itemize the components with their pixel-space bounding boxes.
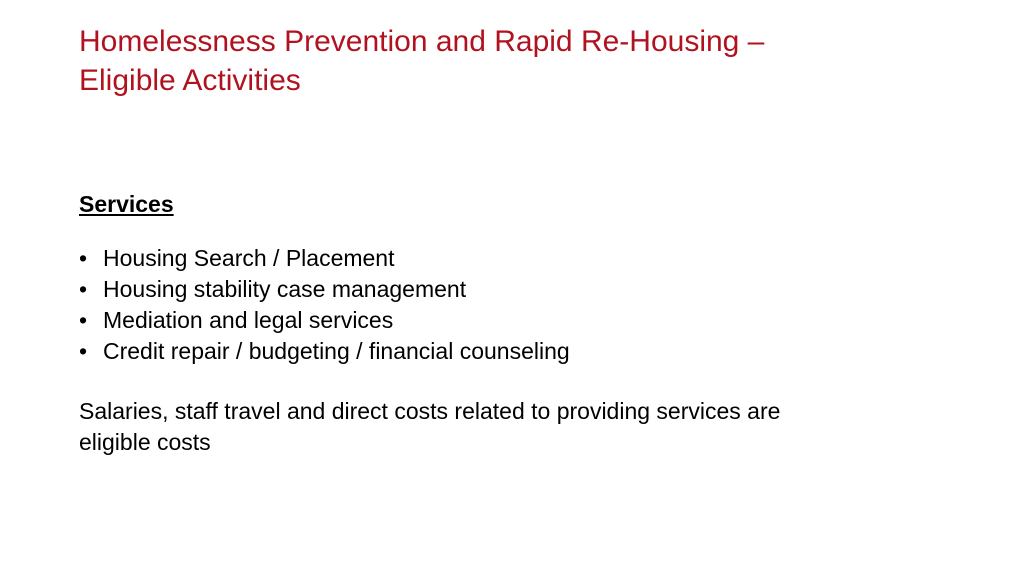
slide-title-line-2: Eligible Activities: [79, 64, 301, 97]
section-heading-services: Services: [79, 191, 174, 217]
bullet-text: Credit repair / budgeting / financial counseling: [103, 338, 570, 364]
bullet-dot: •: [79, 276, 88, 302]
bullet-text: Mediation and legal services: [103, 307, 394, 333]
bullet-dot: •: [79, 307, 88, 333]
bullet-item-mediation-legal: [79, 305, 570, 336]
bullet-text: Housing Search / Placement: [103, 245, 395, 271]
bullet-dot: •: [79, 338, 88, 364]
eligible-costs-paragraph: [79, 396, 899, 458]
slide-title-line-1: Homelessness Prevention and Rapid Re-Housing –: [79, 25, 765, 58]
bullet-item-housing-search: [79, 243, 570, 274]
services-bullet-list: [79, 243, 570, 367]
paragraph-line-1: Salaries, staff travel and direct costs related to providing services are: [79, 398, 781, 424]
bullet-item-case-management: [79, 274, 570, 305]
bullet-item-credit-repair: [79, 336, 570, 367]
bullet-text: Housing stability case management: [103, 276, 467, 302]
paragraph-line-2: eligible costs: [79, 429, 211, 455]
bullet-dot: •: [79, 245, 88, 271]
slide-title: [79, 22, 959, 100]
